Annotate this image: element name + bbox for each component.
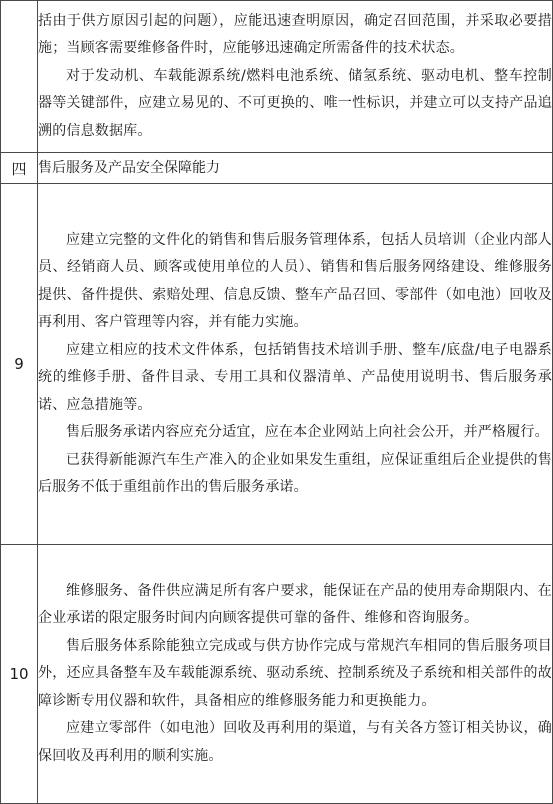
table-row	[1, 545, 553, 804]
paragraph: 括由于供方原因引起的问题），应能迅速查明原因，确定召回范围，并采取必要措施；当顾客需要维修备件时，应能够迅速确定所需备件的技术状态。	[38, 12, 552, 57]
section-heading: 售后服务及产品安全保障能力	[38, 153, 553, 184]
section-heading-row	[1, 153, 553, 184]
row-content-cell	[38, 1, 553, 153]
paragraph: 售后服务承诺内容应充分适宜，应在本企业网站上向社会公开，并严格履行。	[66, 424, 549, 440]
row-content-cell	[38, 184, 553, 545]
row-number-cell	[1, 1, 38, 153]
section-number-cell: 四	[1, 153, 38, 184]
paragraph: 售后服务体系除能独立完成或与供方协作完成与常规汽车相同的售后服务项目外，还应具备整车及车载能源系统、驱动系统、控制系统及子系统和相关部件的故障诊断专用仪器和软件，具备相应的维修服务能力和更换能力。	[38, 637, 552, 709]
row-content-cell	[38, 545, 553, 804]
paragraph: 已获得新能源汽车生产准入的企业如果发生重组，应保证重组后企业提供的售后服务不低于重组前作出的售后服务承诺。	[38, 451, 552, 495]
row-number-cell: 10	[1, 545, 38, 804]
paragraph: 对于发动机、车载能源系统/燃料电池系统、储氢系统、驱动电机、整车控制器等关键部件，应建立易见的、不可更换的、唯一性标识，并建立可以支持产品追溯的信息数据库。	[38, 67, 552, 139]
paragraph: 应建立零部件（如电池）回收及再利用的渠道，与有关各方签订相关协议，确保回收及再利用的顺利实施。	[38, 720, 552, 764]
paragraph: 应建立相应的技术文件体系，包括销售技术培训手册、整车/底盘/电子电器系统的维修手册、备件目录、专用工具和仪器清单、产品使用说明书、售后服务承诺、应急措施等。	[38, 341, 552, 413]
table-row	[1, 1, 553, 153]
paragraph: 维修服务、备件供应满足所有客户要求，能保证在产品的使用寿命期限内、在企业承诺的限定服务时间内向顾客提供可靠的备件、维修和咨询服务。	[38, 582, 552, 627]
paragraph: 应建立完整的文件化的销售和售后服务管理体系，包括人员培训（企业内部人员、经销商人员、顾客或使用单位的人员）、销售和售后服务网络建设、维修服务提供、备件提供、索赔处理、信息反馈、整车产品召回、零部件（如电池）回收及再利用、客户管理等内容，并有能力实施。	[38, 231, 552, 330]
table-row	[1, 184, 553, 545]
row-number-cell: 9	[1, 184, 38, 545]
